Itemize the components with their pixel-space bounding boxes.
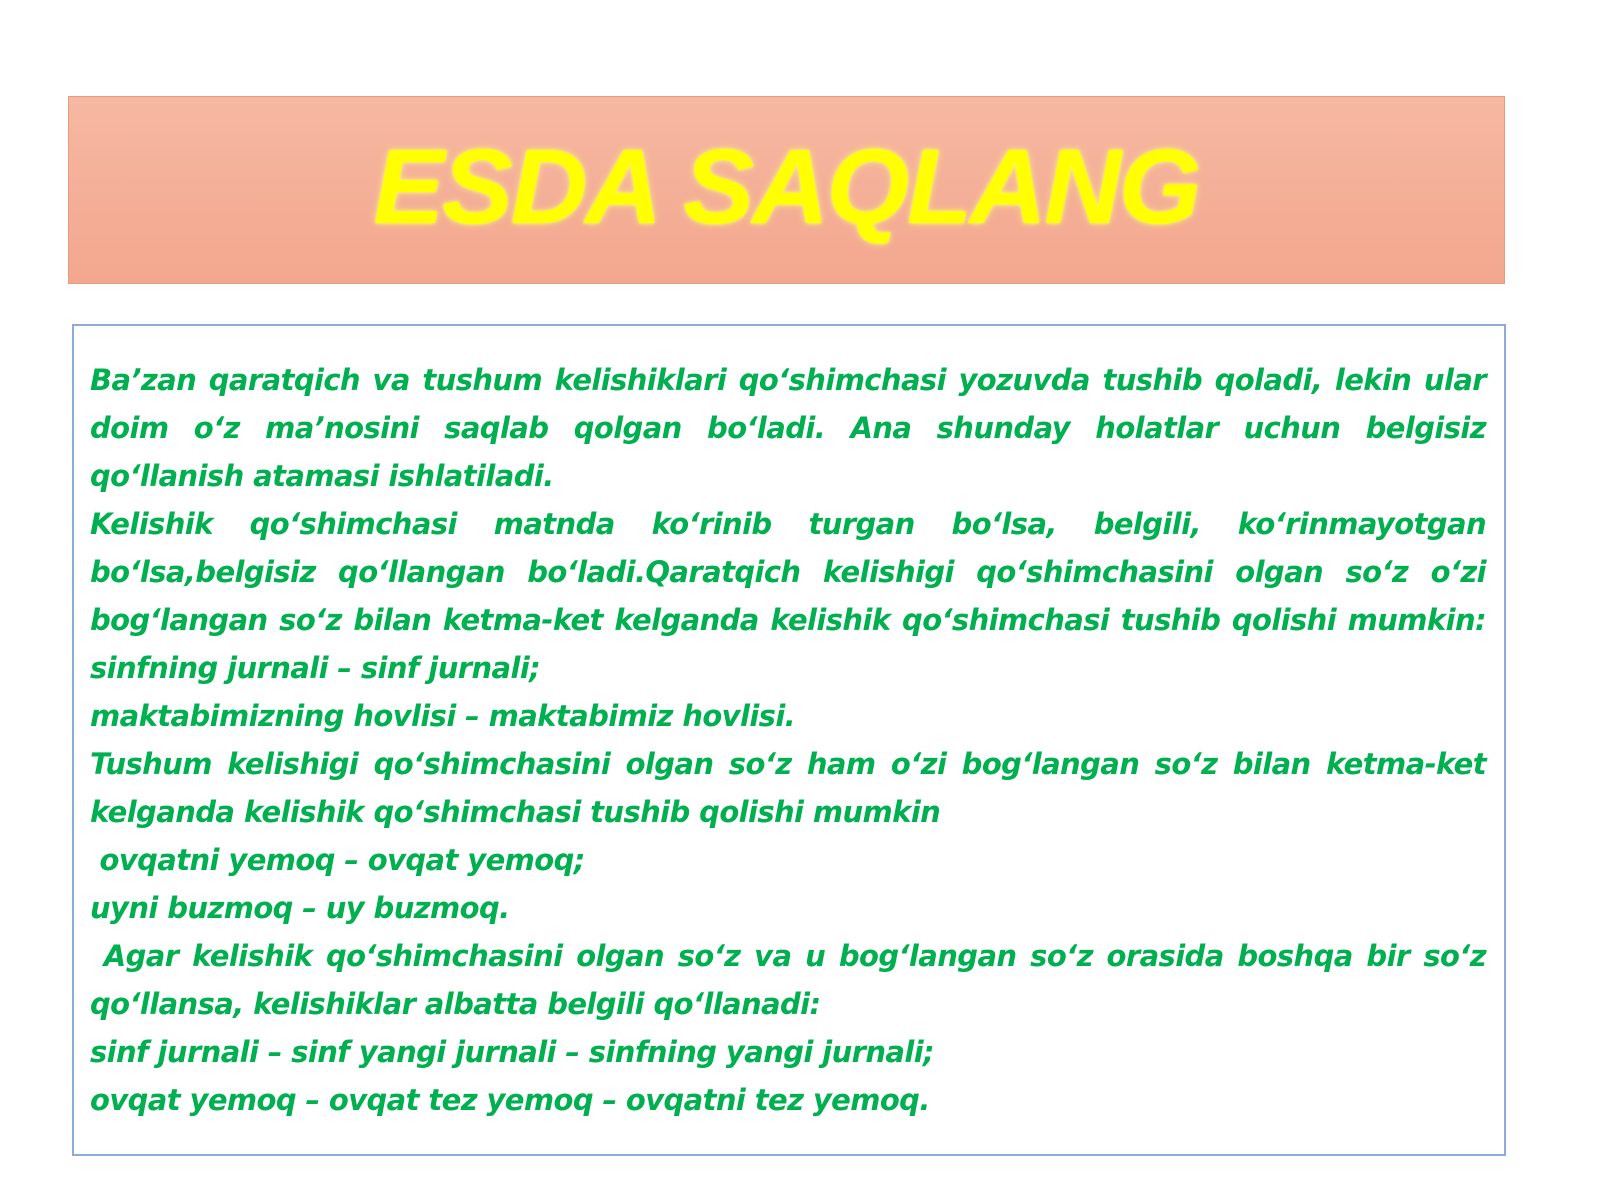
title-banner [68, 96, 1505, 284]
example-ovqat: ovqatni yemoq – ovqat yemoq; [90, 843, 585, 877]
paragraph-belgili-rule: Agar kelishik qo‘shimchasini olgan so‘z va u bog‘langan so‘z orasida boshqa bir so‘z qo‘llansa, kelishiklar albatta belgili qo‘llanadi: [90, 939, 1496, 1021]
example-ovqat-tez: ovqat yemoq – ovqat tez yemoq – ovqatni tez yemoq. [90, 1083, 930, 1117]
example-sinf-jurnali: sinf jurnali – sinf yangi jurnali – sinfning yangi jurnali; [90, 1035, 935, 1069]
example-uy: uyni buzmoq – uy buzmoq. [90, 891, 510, 925]
paragraph-qaratqich-rule: Kelishik qo‘shimchasi matnda ko‘rinib turgan bo‘lsa, belgili, ko‘rinmayotgan bo‘lsa,belgisiz qo‘llangan bo‘ladi.Qaratqich kelishigi qo‘shimchasini olgan so‘z o‘zi bog‘langan so‘z bilan ketma-ket kelganda kelishik qo‘shimchasi tushib qolishi mumkin: sinfning jurnali – sinf jurnali; [90, 507, 1486, 685]
slide-title: ESDA SAQLANG [373, 127, 1200, 246]
example-maktab: maktabimizning hovlisi – maktabimiz hovlisi. [90, 699, 796, 733]
content-text-box [72, 324, 1506, 1156]
paragraph-tushum-rule: Tushum kelishigi qo‘shimchasini olgan so‘z ham o‘zi bog‘langan so‘z bilan ketma-ket kelganda kelishik qo‘shimchasi tushib qolishi mumkin [90, 747, 1486, 829]
paragraph-belgisiz-intro: Ba’zan qaratqich va tushum kelishiklari qo‘shimchasi yozuvda tushib qoladi, lekin ular doim o‘z ma’nosini saqlab qolgan bo‘ladi. Ana shunday holatlar uchun belgisiz qo‘llanish atamasi ishlatiladi. [90, 363, 1486, 493]
